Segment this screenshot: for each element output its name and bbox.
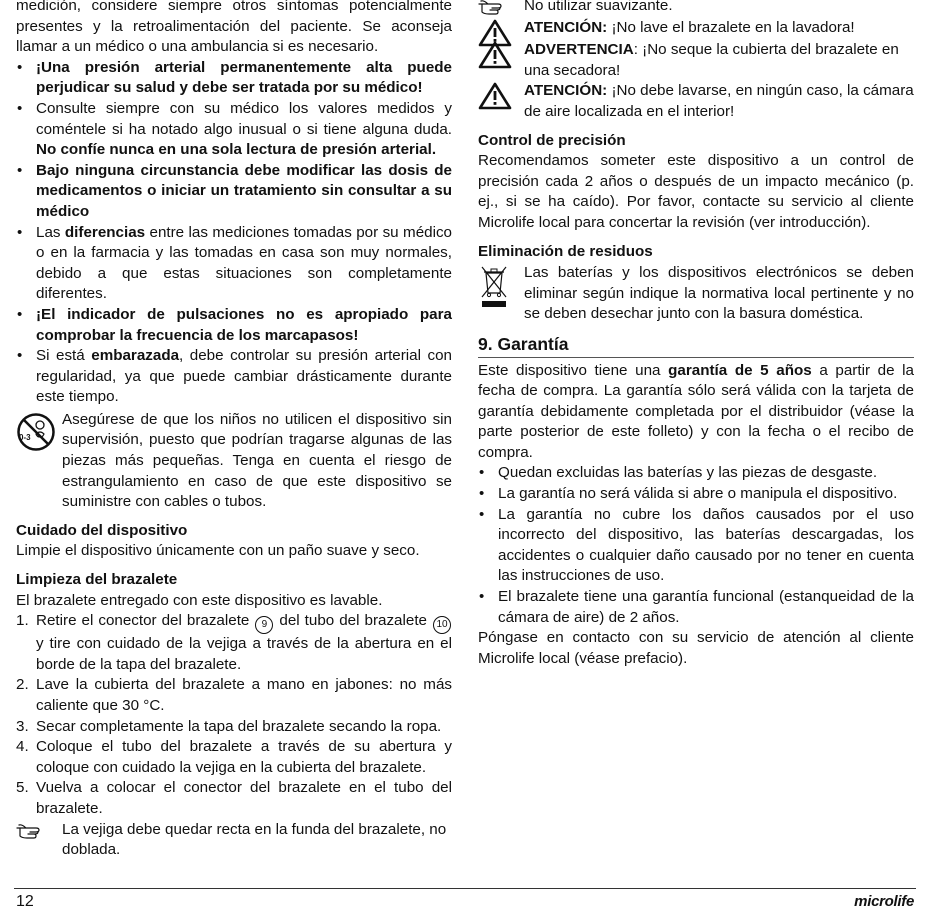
no-children-icon	[16, 412, 56, 459]
reference-10-icon: 10	[433, 616, 451, 634]
safety-bullets	[16, 58, 452, 408]
list-item: • ¡Una presión arterial permanentemente alta puede perjudicar su salud y debe ser tratada por su médico!	[16, 58, 452, 99]
list-item: • Las diferencias entre las mediciones tomadas por su médico o en la farmacia y las tomadas en casa son muy normales, debido a que estas situaciones son completamente diferentes.	[16, 223, 452, 305]
precision-heading: Control de precisión	[478, 131, 626, 149]
left-column	[16, 0, 452, 861]
list-item: • ¡El indicador de pulsaciones no es apropiado para comprobar la frecuencia de los marcapasos!	[16, 305, 452, 346]
precision-text: Recomendamos someter este dispositivo a un control de precisión cada 2 años o después de un impacto mecánico (p. ej., si se ha caído). Por favor, contacte su servicio al cliente Microlife local para concertar la revisión (ver introducción).	[478, 152, 914, 231]
intro-paragraph: medición, considere siempre otros síntomas potencialmente presentes y la retroalimentación del paciente. Se aconseja llamar a un médico o una ambulancia si es necesario.	[16, 0, 452, 56]
list-item: • El brazalete tiene una garantía funcional (estanqueidad de la cámara de aire) de 2 años.	[478, 587, 914, 628]
waste-text: Las baterías y los dispositivos electrónicos se deben eliminar según indique la normativa local pertinente y no se deben desechar junto con la basura doméstica.	[524, 264, 914, 323]
list-item: 5. Vuelva a colocar el conector del brazalete en el tubo del brazalete.	[16, 779, 452, 817]
section-title: 9. Garantía	[478, 334, 914, 358]
softener-note	[478, 0, 914, 17]
list-item: • Consulte siempre con su médico los valores medidos y coméntele si ha notado algo inusual o si tiene alguna duda. No confíe nunca en una sola lectura de presión arterial.	[16, 99, 452, 161]
list-item: • Bajo ninguna circunstancia debe modificar las dosis de medicamentos o iniciar un tratamiento sin consultar a su médico	[16, 161, 452, 223]
children-warning-text: Asegúrese de que los niños no utilicen el dispositivo sin supervisión, puesto que podrían tragarse algunas de las piezas más pequeñas. Tenga en cuenta el riesgo de estrangulamiento en caso de que este dispositivo se suministre con cables o tubos.	[62, 410, 452, 511]
warning-washing: ATENCIÓN: ¡No lave el brazalete en la lavadora!	[478, 18, 914, 39]
list-item: 2. Lave la cubierta del brazalete a mano en jabones: no más caliente que 30 °C.	[16, 676, 452, 714]
brand-logo: microlife	[854, 893, 914, 910]
cuff-heading: Limpieza del brazalete	[16, 571, 178, 589]
pointing-hand-icon	[16, 822, 50, 847]
reference-9-icon: 9	[255, 616, 273, 634]
age-label: 0-3	[19, 432, 31, 442]
footer-divider	[14, 888, 916, 889]
list-item: • Si está embarazada, debe controlar su presión arterial con regularidad, ya que puede cambiar drásticamente durante este tiempo.	[16, 346, 452, 408]
care-heading: Cuidado del dispositivo	[16, 521, 188, 539]
warranty-bullets	[478, 463, 914, 628]
cuff-intro: El brazalete entregado con este dispositivo es lavable.	[16, 591, 383, 609]
warning-triangle-icon	[478, 41, 512, 76]
warranty-text: Este dispositivo tiene una garantía de 5 años a partir de la fecha de compra. La garantía sólo será válida con la tarjeta de garantía debidamente completada por el distribuidor (véase la parte posterior de este folleto) y con la fecha o el recibo de compra.	[478, 361, 914, 461]
warning-air-chamber: ATENCIÓN: ¡No debe lavarse, en ningún caso, la cámara de aire localizada en el interior!	[478, 81, 914, 122]
bladder-note-text: La vejiga debe quedar recta en la funda del brazalete, no doblada.	[62, 820, 447, 859]
contact-text: Póngase en contacto con su servicio de atención al cliente Microlife local (véase prefacio).	[478, 629, 914, 667]
bladder-note	[16, 820, 452, 861]
softener-note-text: No utilizar suavizante.	[524, 0, 673, 14]
children-warning	[16, 410, 452, 513]
list-item: • La garantía no será válida si abre o manipula el dispositivo.	[478, 484, 914, 505]
waste-heading: Eliminación de residuos	[478, 242, 653, 260]
list-item: 3. Secar completamente la tapa del brazalete secando la ropa.	[16, 717, 442, 735]
warning-dryer: ADVERTENCIA: ¡No seque la cubierta del brazalete en una secadora!	[478, 40, 914, 81]
right-column	[478, 0, 914, 669]
list-item: 4. Coloque el tubo del brazalete a través de su abertura y coloque con cuidado la vejiga en la cubierta del brazalete.	[16, 738, 452, 776]
page-number: 12	[16, 893, 34, 910]
care-text: Limpie el dispositivo únicamente con un paño suave y seco.	[16, 542, 420, 560]
list-item: • Quedan excluidas las baterías y las piezas de desgaste.	[478, 463, 914, 484]
crossed-bin-icon	[478, 263, 510, 316]
list-item: 1. Retire el conector del brazalete 9 del tubo del brazalete 10 y tire con cuidado de la vejiga a través de la abertura en el borde de la tapa del brazalete.	[16, 612, 452, 673]
waste-note	[478, 263, 914, 325]
list-item: • La garantía no cubre los daños causados por el uso incorrecto del dispositivo, las baterías descargadas, los accidentes o cualquier daño causado por no tener en cuenta las instrucciones de uso.	[478, 505, 914, 587]
cuff-steps	[16, 611, 452, 819]
warning-triangle-icon	[478, 82, 512, 117]
